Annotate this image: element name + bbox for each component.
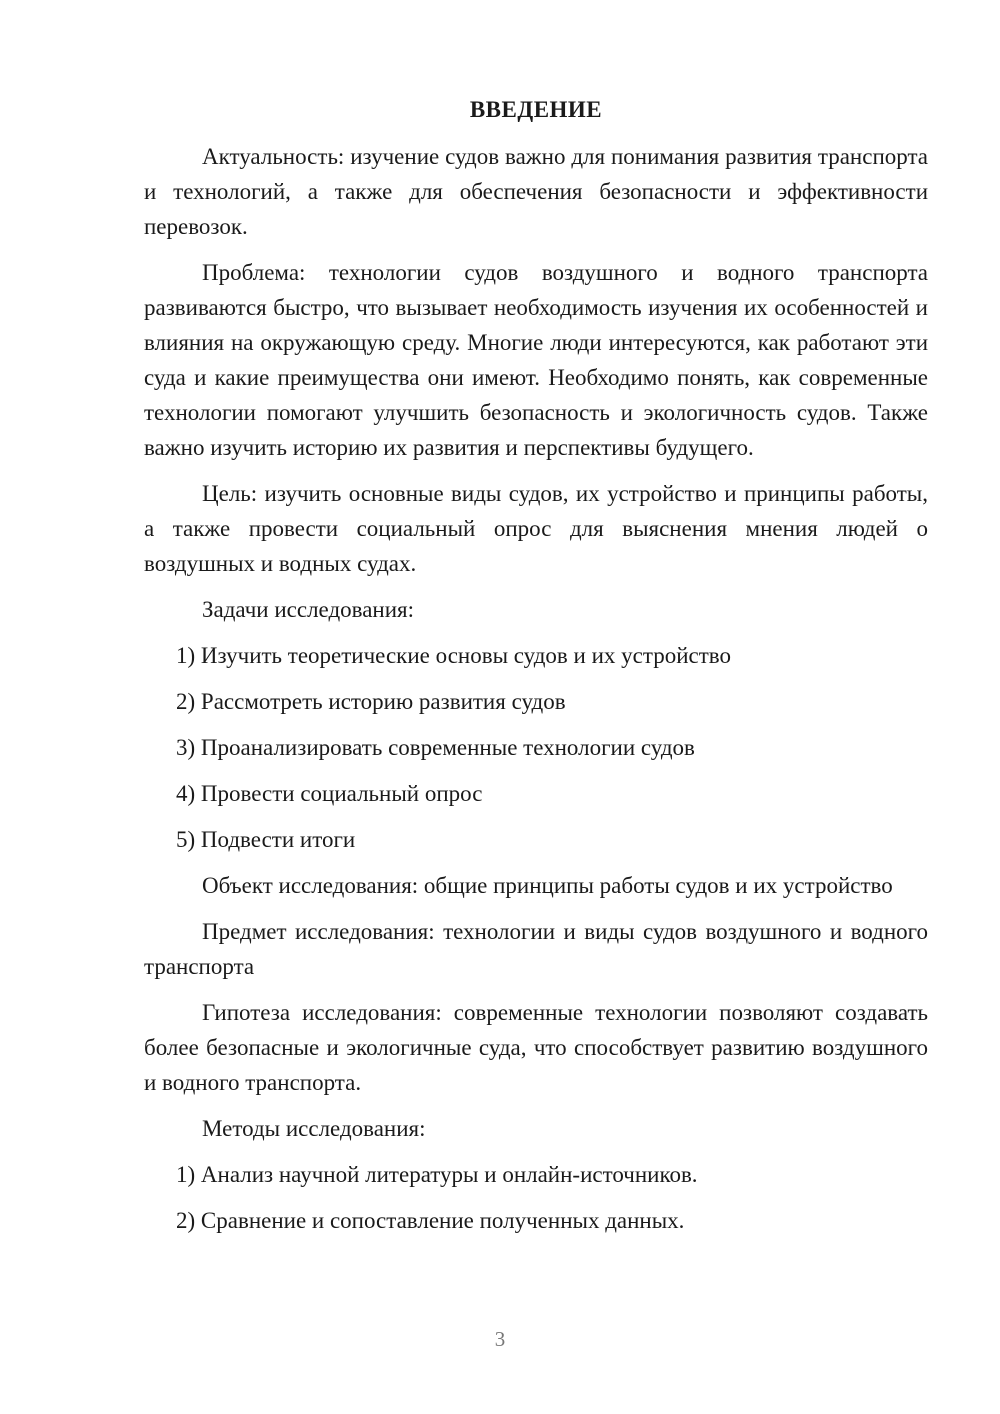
list-item: 2) Рассмотреть историю развития судов [176,689,566,714]
hypothesis-paragraph: Гипотеза исследования: современные технологии позволяют создавать более безопасные и экологичные суда, что способствует развитию воздушного и водного транспорта. [144,1000,928,1095]
methods-heading: Методы исследования: [202,1116,426,1141]
page-title: ВВЕДЕНИЕ [469,97,603,122]
tasks-heading: Задачи исследования: [202,597,415,622]
goal-paragraph: Цель: изучить основные виды судов, их устройство и принципы работы, а также провести социальный опрос для выяснения мнения людей о воздушных и водных судах. [144,481,928,576]
page-number: 3 [494,1327,506,1351]
list-item: 2) Сравнение и сопоставление полученных данных. [176,1208,685,1233]
methods-list [144,1157,928,1238]
list-item: 3) Проанализировать современные технологии судов [176,735,695,760]
page-content [144,92,928,1249]
list-item: 1) Анализ научной литературы и онлайн-источников. [176,1162,698,1187]
object-paragraph: Объект исследования: общие принципы работы судов и их устройство [202,873,893,898]
problem-paragraph: Проблема: технологии судов воздушного и водного транспорта развиваются быстро, что вызывает необходимость изучения их особенностей и влияния на окружающую среду. Многие люди интересуются, как работают эти суда и какие преимущества они имеют. Необходимо понять, как современные технологии помогают улучшить безопасность и экологичность судов. Также важно изучить историю их развития и перспективы будущего. [144,260,928,460]
list-item: 4) Провести социальный опрос [176,781,483,806]
list-item: 1) Изучить теоретические основы судов и их устройство [176,643,731,668]
relevance-paragraph: Актуальность: изучение судов важно для понимания развития транспорта и технологий, а также для обеспечения безопасности и эффективности перевозок. [144,144,928,239]
subject-paragraph: Предмет исследования: технологии и виды судов воздушного и водного транспорта [144,919,928,979]
list-item: 5) Подвести итоги [176,827,356,852]
tasks-list [144,638,928,857]
